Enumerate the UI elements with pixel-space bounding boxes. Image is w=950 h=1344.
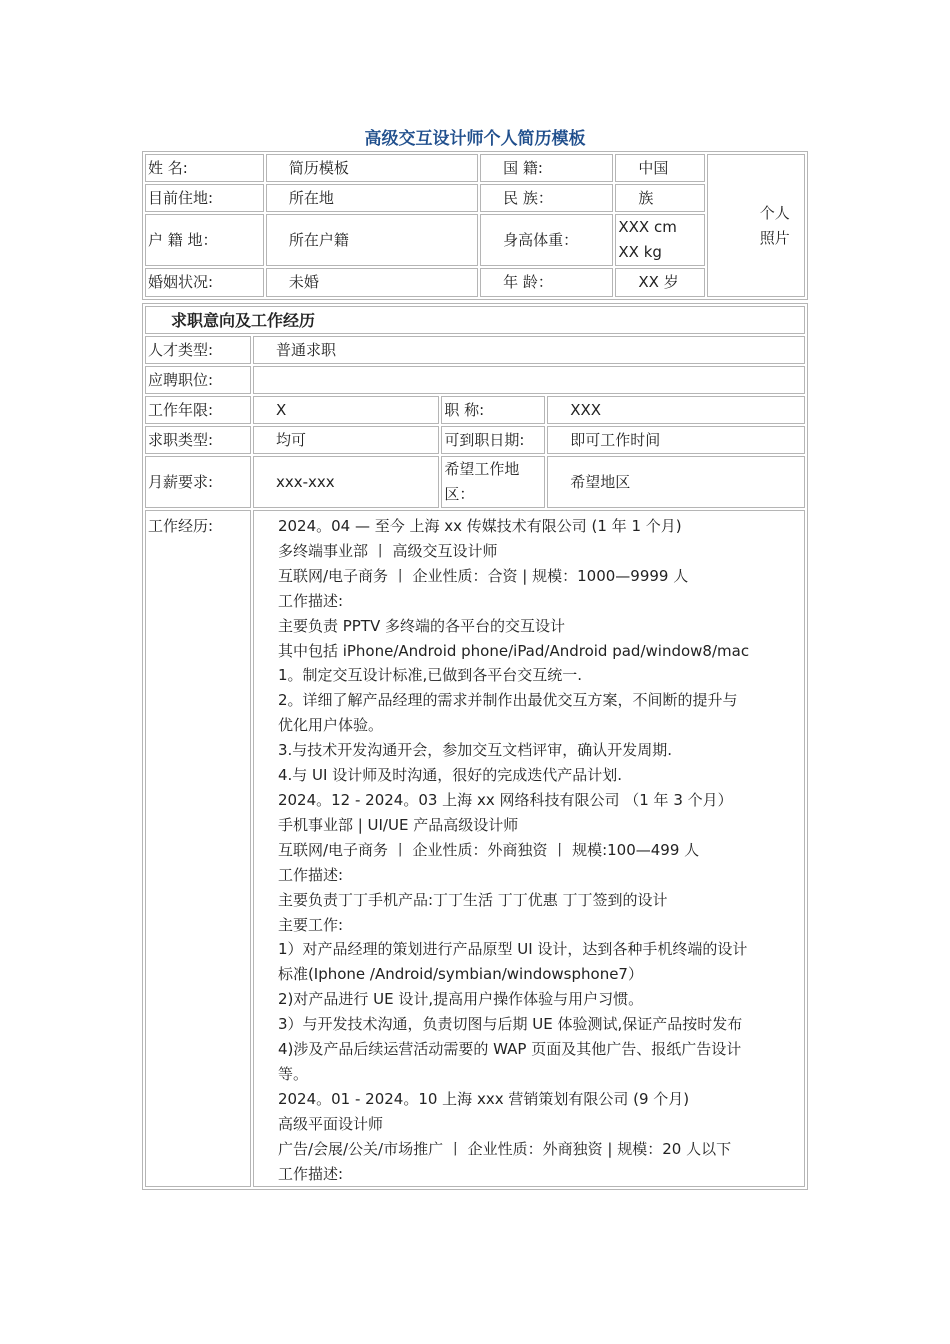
experience-line: 主要负责 PPTV 多终端的各平台的交互设计 bbox=[277, 616, 565, 635]
name-label: 姓 名: bbox=[145, 154, 264, 182]
name-value: 简历模板 bbox=[266, 154, 478, 182]
height-weight-label: 身高体重： bbox=[480, 214, 613, 266]
start-date-value: 即可工作时间 bbox=[547, 426, 805, 454]
talent-type-value: 普通求职 bbox=[253, 336, 805, 364]
experience-line: 4)涉及产品后续运营活动需要的 WAP 页面及其他广告、报纸广告设计 bbox=[277, 1040, 742, 1059]
professional-title-value: XXX bbox=[547, 396, 805, 424]
job-type-value: 均可 bbox=[253, 426, 439, 454]
experience-line: 2。详细了解产品经理的需求并制作出最优交互方案，不间断的提升与 bbox=[277, 691, 738, 710]
experience-line: 优化用户体验。 bbox=[277, 716, 383, 735]
nationality-value: 中国 bbox=[615, 154, 704, 182]
section-title-job-intent: 求职意向及工作经历 bbox=[145, 306, 805, 334]
height-value: XXX cm bbox=[618, 218, 677, 236]
position-label: 应聘职位: bbox=[145, 366, 251, 394]
experience-line: 3）与开发技术沟通，负责切图与后期 UE 体验测试,保证产品按时发布 bbox=[277, 1015, 743, 1034]
job-intent-table bbox=[142, 303, 808, 1190]
hukou-value: 所在户籍 bbox=[266, 214, 478, 266]
experience-line: 4.与 UI 设计师及时沟通，很好的完成迭代产品计划. bbox=[277, 766, 622, 785]
professional-title-label: 职 称: bbox=[441, 396, 545, 424]
salary-value: xxx-xxx bbox=[253, 456, 439, 508]
hukou-label: 户 籍 地： bbox=[145, 214, 264, 266]
residence-label: 目前住地: bbox=[145, 184, 264, 212]
experience-line: 其中包括 iPhone/Android phone/iPad/Android pad/window8/mac bbox=[277, 641, 750, 660]
experience-line: 2024。04 — 至今 上海 xx 传媒技术有限公司 (1 年 1 个月) bbox=[277, 517, 682, 535]
weight-value: XX kg bbox=[618, 243, 662, 261]
height-weight-value bbox=[615, 214, 704, 266]
experience-line: 主要负责丁丁手机产品:丁丁生活 丁丁优惠 丁丁签到的设计 bbox=[277, 890, 668, 909]
experience-line: 2024。01 - 2024。10 上海 xxx 营销策划有限公司 (9 个月) bbox=[277, 1089, 690, 1108]
desired-area-label: 希望工作地区： bbox=[441, 456, 545, 508]
residence-value: 所在地 bbox=[266, 184, 478, 212]
work-experience-label: 工作经历: bbox=[145, 510, 251, 1187]
marital-value: 未婚 bbox=[266, 268, 478, 297]
age-label: 年 龄： bbox=[480, 268, 613, 297]
personal-info-table bbox=[142, 151, 808, 300]
ethnicity-value: 族 bbox=[615, 184, 704, 212]
experience-line: 标准(Iphone /Android/symbian/windowsphone7） bbox=[277, 965, 643, 984]
experience-line: 工作描述: bbox=[277, 591, 343, 610]
photo-label-line2: 照片 bbox=[759, 228, 790, 247]
experience-line: 主要工作: bbox=[277, 915, 343, 934]
experience-line: 互联网/电子商务 丨 企业性质：合资 | 规模：1000—9999 人 bbox=[277, 566, 689, 585]
experience-line: 2024。12 - 2024。03 上海 xx 网络科技有限公司 （1 年 3 个月） bbox=[277, 790, 733, 809]
experience-line: 工作描述: bbox=[277, 865, 343, 884]
experience-line: 高级平面设计师 bbox=[277, 1114, 383, 1133]
age-value: XX 岁 bbox=[615, 268, 704, 297]
work-years-label: 工作年限: bbox=[145, 396, 251, 424]
experience-line: 互联网/电子商务 丨 企业性质：外商独资 丨 规模:100—499 人 bbox=[277, 840, 700, 859]
start-date-label: 可到职日期: bbox=[441, 426, 545, 454]
experience-line: 广告/会展/公关/市场推广 丨 企业性质：外商独资 | 规模：20 人以下 bbox=[277, 1139, 732, 1158]
experience-line: 1）对产品经理的策划进行产品原型 UI 设计，达到各种手机终端的设计 bbox=[277, 940, 748, 959]
photo-placeholder bbox=[707, 154, 805, 297]
experience-line: 手机事业部 | UI/UE 产品高级设计师 bbox=[277, 815, 519, 834]
ethnicity-label: 民 族： bbox=[480, 184, 613, 212]
photo-label-line1: 个人 bbox=[759, 203, 790, 222]
work-experience-content bbox=[253, 510, 805, 1187]
desired-area-value: 希望地区 bbox=[547, 456, 805, 508]
experience-line: 1。制定交互设计标准,已做到各平台交互统一. bbox=[277, 666, 583, 685]
experience-line: 工作描述: bbox=[277, 1164, 343, 1183]
experience-line: 等。 bbox=[277, 1064, 308, 1083]
experience-line: 2)对产品进行 UE 设计,提高用户操作体验与用户习惯。 bbox=[277, 990, 644, 1009]
nationality-label: 国 籍: bbox=[480, 154, 613, 182]
job-type-label: 求职类型: bbox=[145, 426, 251, 454]
work-years-value: X bbox=[253, 396, 439, 424]
marital-label: 婚姻状况: bbox=[145, 268, 264, 297]
experience-line: 3.与技术开发沟通开会，参加交互文档评审，确认开发周期. bbox=[277, 741, 673, 760]
document-title: 高级交互设计师个人简历模板 bbox=[364, 129, 586, 149]
experience-line: 多终端事业部 丨 高级交互设计师 bbox=[277, 541, 498, 560]
salary-label: 月薪要求: bbox=[145, 456, 251, 508]
position-value bbox=[253, 366, 805, 394]
talent-type-label: 人才类型: bbox=[145, 336, 251, 364]
